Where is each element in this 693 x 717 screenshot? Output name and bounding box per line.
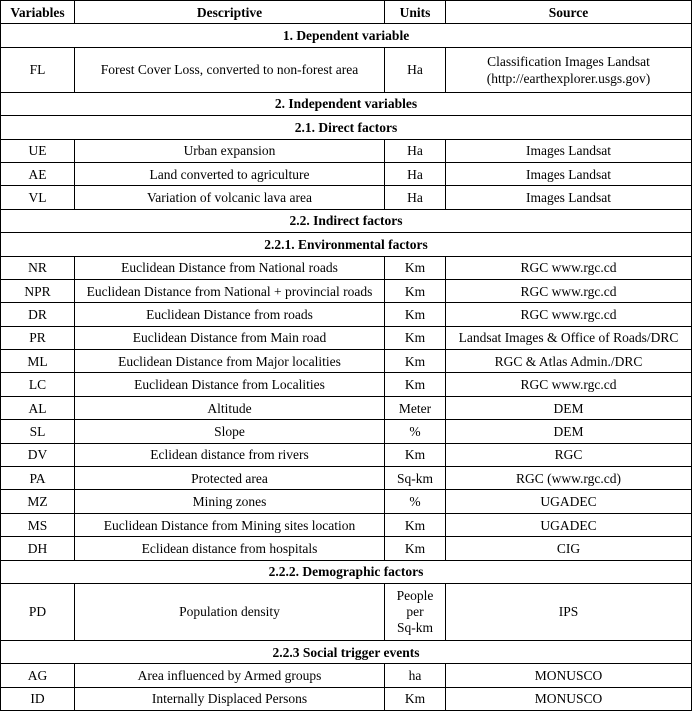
- table-row: [1, 186, 692, 209]
- units-line-3: Sq-km: [396, 619, 433, 635]
- cell-units: %: [385, 420, 446, 443]
- cell-descriptive: Protected area: [75, 467, 385, 490]
- cell-descriptive: Euclidean Distance from Major localities: [75, 350, 385, 373]
- units-line-2: per: [406, 603, 424, 619]
- cell-source: Landsat Images & Office of Roads/DRC: [446, 326, 692, 349]
- cell-variable: MS: [1, 513, 75, 536]
- section-row: [1, 116, 692, 139]
- cell-units: Km: [385, 256, 446, 279]
- cell-descriptive: Eclidean distance from rivers: [75, 443, 385, 466]
- section-environmental: 2.2.1. Environmental factors: [1, 233, 692, 256]
- cell-descriptive: Euclidean Distance from Localities: [75, 373, 385, 396]
- cell-units: Km: [385, 513, 446, 536]
- cell-variable: SL: [1, 420, 75, 443]
- cell-variable: VL: [1, 186, 75, 209]
- table-row: [1, 396, 692, 419]
- section-indirect: 2.2. Indirect factors: [1, 209, 692, 232]
- cell-descriptive: Internally Displaced Persons: [75, 687, 385, 710]
- section-direct: 2.1. Direct factors: [1, 116, 692, 139]
- cell-source: DEM: [446, 396, 692, 419]
- table-row: [1, 303, 692, 326]
- section-row: [1, 640, 692, 663]
- cell-descriptive: Euclidean Distance from Mining sites location: [75, 513, 385, 536]
- source-line-1: Classification Images Landsat: [487, 53, 650, 69]
- cell-source: RGC & Atlas Admin./DRC: [446, 350, 692, 373]
- cell-units: Km: [385, 537, 446, 560]
- source-line-2: (http://earthexplorer.usgs.gov): [486, 70, 651, 86]
- section-demographic: 2.2.2. Demographic factors: [1, 560, 692, 583]
- cell-units: [385, 583, 446, 640]
- cell-units: Ha: [385, 162, 446, 185]
- cell-variable: UE: [1, 139, 75, 162]
- cell-variable: ID: [1, 687, 75, 710]
- cell-source: RGC www.rgc.cd: [446, 256, 692, 279]
- cell-variable: ML: [1, 350, 75, 373]
- cell-variable: PA: [1, 467, 75, 490]
- table-row: [1, 513, 692, 536]
- cell-descriptive: Euclidean Distance from roads: [75, 303, 385, 326]
- cell-units: Km: [385, 279, 446, 302]
- cell-descriptive: Altitude: [75, 396, 385, 419]
- cell-source: RGC www.rgc.cd: [446, 373, 692, 396]
- cell-units: %: [385, 490, 446, 513]
- cell-source: UGADEC: [446, 490, 692, 513]
- cell-variable: MZ: [1, 490, 75, 513]
- cell-variable: AG: [1, 664, 75, 687]
- cell-source: Images Landsat: [446, 162, 692, 185]
- cell-source: MONUSCO: [446, 687, 692, 710]
- cell-units: Sq-km: [385, 467, 446, 490]
- cell-descriptive: Mining zones: [75, 490, 385, 513]
- table-row: [1, 583, 692, 640]
- section-row: [1, 560, 692, 583]
- cell-source: CIG: [446, 537, 692, 560]
- cell-descriptive: Area influenced by Armed groups: [75, 664, 385, 687]
- cell-source: Images Landsat: [446, 186, 692, 209]
- cell-descriptive: Population density: [75, 583, 385, 640]
- cell-units: Meter: [385, 396, 446, 419]
- header-source: Source: [446, 1, 692, 24]
- table-row: [1, 162, 692, 185]
- cell-source: DEM: [446, 420, 692, 443]
- cell-variable: PD: [1, 583, 75, 640]
- cell-units: Km: [385, 373, 446, 396]
- cell-variable: DR: [1, 303, 75, 326]
- cell-variable: DV: [1, 443, 75, 466]
- cell-source: Images Landsat: [446, 139, 692, 162]
- table-row: [1, 47, 692, 92]
- table-row: [1, 326, 692, 349]
- header-row: [1, 1, 692, 24]
- table-row: [1, 256, 692, 279]
- cell-variable: PR: [1, 326, 75, 349]
- cell-units: Km: [385, 350, 446, 373]
- cell-source: [446, 47, 692, 92]
- header-variables: Variables: [1, 1, 75, 24]
- section-row: [1, 24, 692, 47]
- table-row: [1, 664, 692, 687]
- cell-units: Km: [385, 443, 446, 466]
- cell-source: IPS: [446, 583, 692, 640]
- table-row: [1, 279, 692, 302]
- cell-descriptive: Land converted to agriculture: [75, 162, 385, 185]
- cell-descriptive: Euclidean Distance from National roads: [75, 256, 385, 279]
- cell-source: RGC www.rgc.cd: [446, 279, 692, 302]
- cell-units: Km: [385, 687, 446, 710]
- cell-descriptive: Slope: [75, 420, 385, 443]
- cell-descriptive: Forest Cover Loss, converted to non-forest area: [75, 47, 385, 92]
- table-row: [1, 420, 692, 443]
- table-row: [1, 537, 692, 560]
- cell-variable: NR: [1, 256, 75, 279]
- cell-source: MONUSCO: [446, 664, 692, 687]
- header-descriptive: Descriptive: [75, 1, 385, 24]
- section-row: [1, 92, 692, 115]
- section-row: [1, 233, 692, 256]
- cell-source: RGC: [446, 443, 692, 466]
- cell-units: Ha: [385, 186, 446, 209]
- table-row: [1, 350, 692, 373]
- cell-units: Ha: [385, 139, 446, 162]
- cell-descriptive: Eclidean distance from hospitals: [75, 537, 385, 560]
- cell-units: Km: [385, 303, 446, 326]
- cell-source: RGC (www.rgc.cd): [446, 467, 692, 490]
- table-row: [1, 687, 692, 710]
- table-row: [1, 467, 692, 490]
- table-row: [1, 373, 692, 396]
- table-row: [1, 443, 692, 466]
- cell-variable: LC: [1, 373, 75, 396]
- cell-units: Ha: [385, 47, 446, 92]
- cell-variable: AL: [1, 396, 75, 419]
- cell-variable: AE: [1, 162, 75, 185]
- cell-units: ha: [385, 664, 446, 687]
- cell-descriptive: Euclidean Distance from National + provincial roads: [75, 279, 385, 302]
- units-line-1: People: [396, 587, 434, 603]
- section-independent: 2. Independent variables: [1, 92, 692, 115]
- cell-units: Km: [385, 326, 446, 349]
- cell-descriptive: Urban expansion: [75, 139, 385, 162]
- section-dependent: 1. Dependent variable: [1, 24, 692, 47]
- table-row: [1, 490, 692, 513]
- cell-source: UGADEC: [446, 513, 692, 536]
- cell-descriptive: Variation of volcanic lava area: [75, 186, 385, 209]
- table-row: [1, 139, 692, 162]
- cell-descriptive: Euclidean Distance from Main road: [75, 326, 385, 349]
- cell-variable: NPR: [1, 279, 75, 302]
- cell-variable: DH: [1, 537, 75, 560]
- header-units: Units: [385, 1, 446, 24]
- section-social: 2.2.3 Social trigger events: [1, 640, 692, 663]
- section-row: [1, 209, 692, 232]
- cell-variable: FL: [1, 47, 75, 92]
- cell-source: RGC www.rgc.cd: [446, 303, 692, 326]
